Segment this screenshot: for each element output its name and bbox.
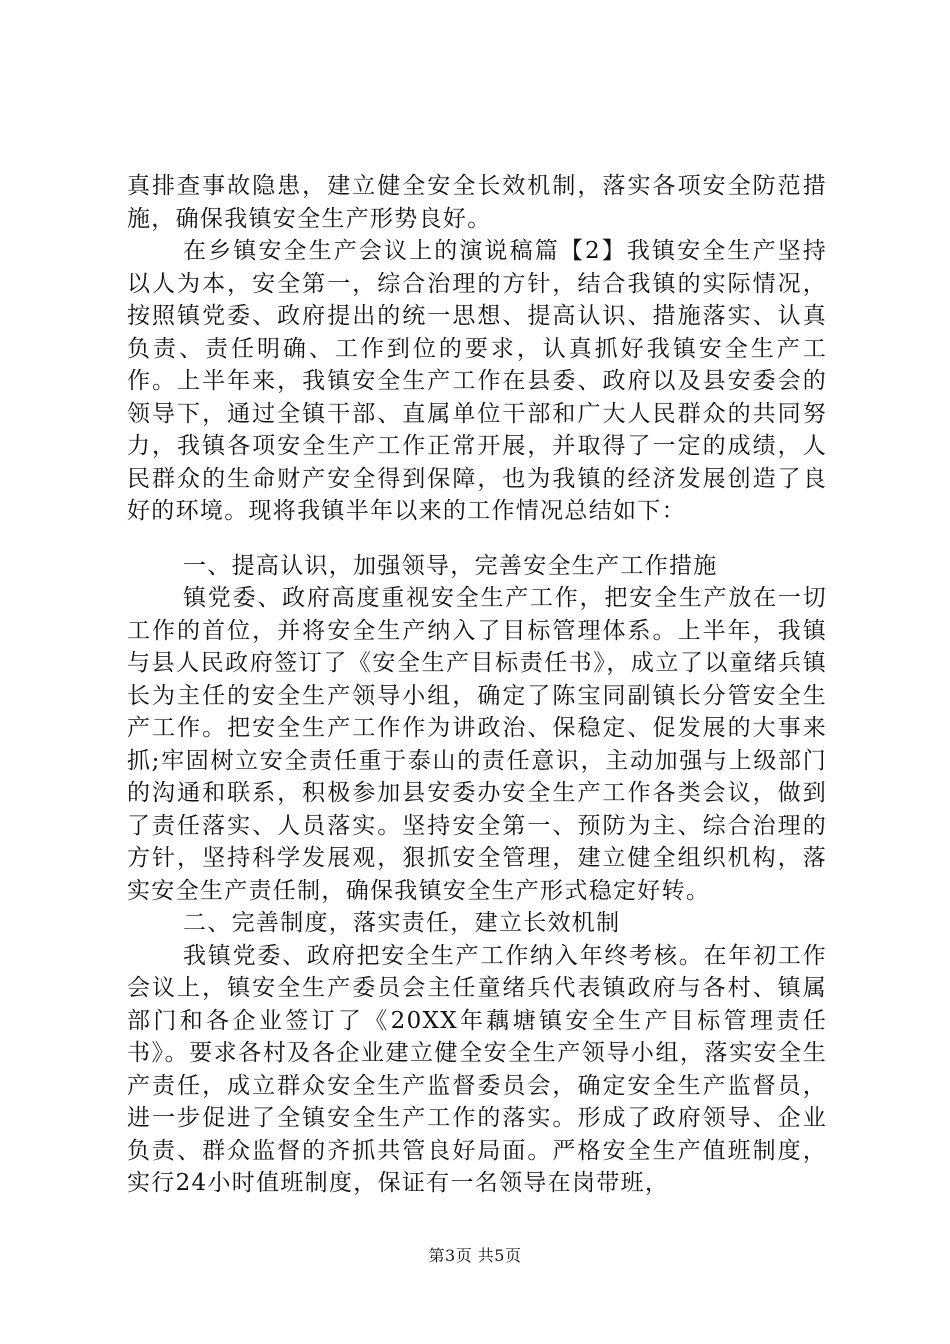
paragraph-continuation: 真排查事故隐患，建立健全安全长效机制，落实各项安全防范措施，确保我镇安全生产形势良好。 xyxy=(127,173,827,232)
paragraph-gap xyxy=(127,528,827,550)
paragraph-section-1: 镇党委、政府高度重视安全生产工作，把安全生产放在一切工作的首位，并将安全生产纳入了目标管理体系。上半年，我镇与县人民政府签订了《安全生产目标责任书》，成立了以童绪兵镇长为主任的安全生产领导小组，确定了陈宝同副镇长分管安全生产工作。把安全生产工作作为讲政治、保稳定、促发展的大事来抓;牢固树立安全责任重于泰山的责任意识，主动加强与上级部门的沟通和联系，积极参加县安委办安全生产工作各类会议，做到了责任落实、人员落实。坚持安全第一、预防为主、综合治理的方针，坚持科学发展观，狠抓安全管理，建立健全组织机构，落实安全生产责任制，确保我镇安全生产形式稳定好转。 xyxy=(127,585,827,904)
section-heading-1: 一、提高认识，加强领导，完善安全生产工作措施 xyxy=(183,552,718,579)
section-heading-2: 二、完善制度，落实责任，建立长效机制 xyxy=(183,910,621,936)
page-number-footer: 第3页 共5页 xyxy=(428,1246,522,1265)
paragraph-section-2: 我镇党委、政府把安全生产工作纳入年终考核。在年初工作会议上，镇安全生产委员会主任童绪兵代表镇政府与各村、镇属部门和各企业签订了《20XX年藕塘镇安全生产目标管理责任书》。要求各村及各企业建立健全安全生产领导小组，落实安全生产责任，成立群众安全生产监督委员会，确定安全生产监督员，进一步促进了全镇安全生产工作的落实。形成了政府领导、企业负责、群众监督的齐抓共管良好局面。严格安全生产值班制度，实行24小时值班制度，保证有一名领导在岗带班， xyxy=(127,942,827,1196)
paragraph-speech-intro: 在乡镇安全生产会议上的演说稿篇【2】我镇安全生产坚持以人为本，安全第一，综合治理的方针，结合我镇的实际情况，按照镇党委、政府提出的统一思想、提高认识、措施落实、认真负责、责任明确、工作到位的要求，认真抓好我镇安全生产工作。上半年来，我镇安全生产工作在县委、政府以及县安委会的领导下，通过全镇干部、直属单位干部和广大人民群众的共同努力，我镇各项安全生产工作正常开展，并取得了一定的成绩，人民群众的生命财产安全得到保障，也为我镇的经济发展创造了良好的环境。现将我镇半年以来的工作情况总结如下： xyxy=(127,238,827,524)
document-body xyxy=(127,170,827,1200)
